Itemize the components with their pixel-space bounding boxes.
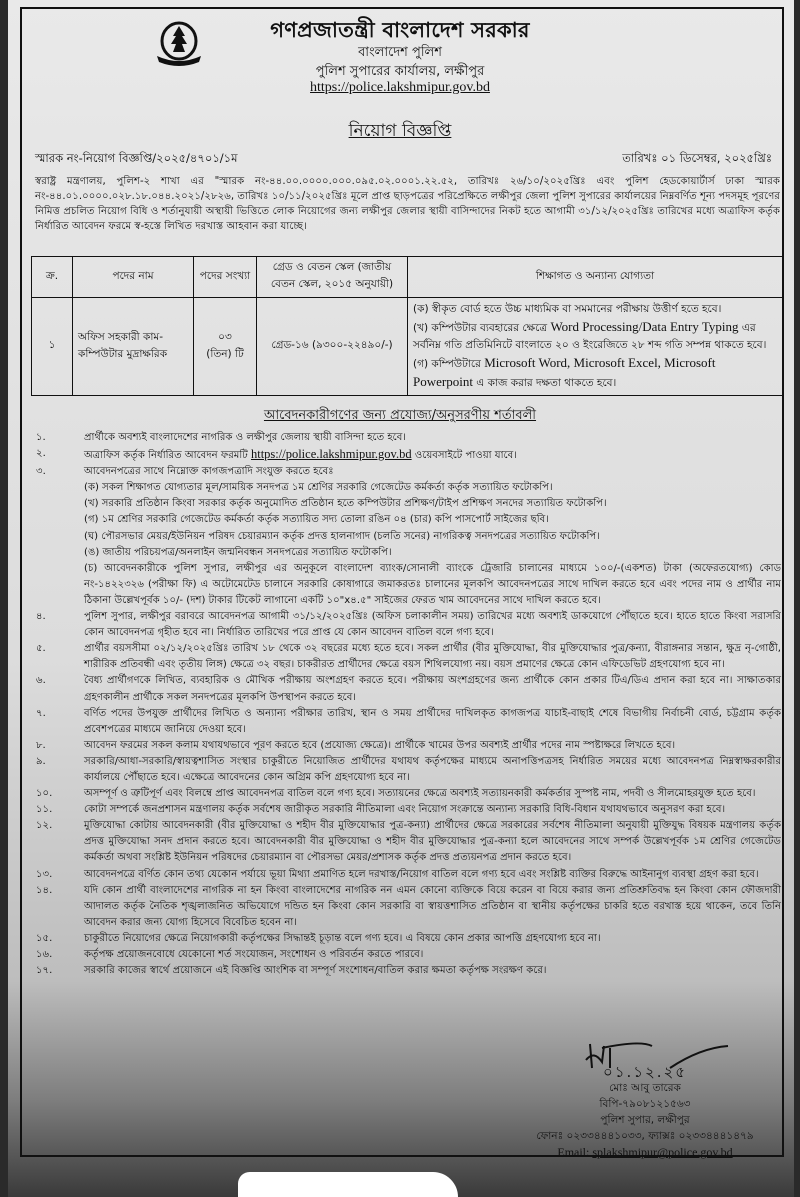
signature-date: ০১.১২.২৫: [603, 1063, 687, 1081]
application-form-link[interactable]: https://police.lakshmipur.gov.bd: [250, 447, 412, 462]
office-name: পুলিশ সুপারের কার্যালয়, লক্ষীপুর: [315, 64, 485, 79]
condition-text: মুক্তিযোদ্ধা কোটায় আবেদনকারী (বীর মুক্তিযোদ্ধা ও শহীদ বীর মুক্তিযোদ্ধার পুত্র-কন্যা) প্রার্থীদের ক্ষেত্রে সরকারের সর্বশেষ নীতিমালা অনুযায়ী মুক্তিযুদ্ধ বিষয়ক মন্ত্রণালয় কর্তৃক প্রদত্ত মুক্তিযোদ্ধা সনদ প্রদান করতে হবে। আবেদনকারী বীর মুক্তিযোদ্ধা ও শহীদ বীর মুক্তিযোদ্ধার পুত্র-কন্যা হলে আবেদনের সাথে সম্পর্ক উল্লেখপূর্বক ১ম শ্রেণির গেজেটেড কর্মকর্তা অথবা সংশ্লিষ্ট ইউনিয়ন পরিষদের চেয়ারম্যান বা পৌরসভা মেয়র/প্রশাসক কর্তৃক প্রদত্ত প্রত্যয়নপত্র প্রদান করতে হবে।: [84, 820, 781, 864]
condition-item: [36, 706, 781, 738]
condition-text: [84, 446, 781, 464]
condition-number: ৩.: [36, 466, 46, 478]
conditions-list: [36, 430, 781, 979]
header-post-count: পদের সংখ্যা: [194, 257, 257, 298]
condition-text: অসম্পূর্ণ ও ত্রুটিপূর্ণ এবং বিলম্বে প্রাপ্ত আবেদনপত্র বাতিল বলে গণ্য হবে। সত্যায়নের ক্ষেত্রে অবশ্যই সত্যায়নকারী কর্মকর্তার সুস্পষ্ট নাম, পদবী ও সীলমোহরযুক্ত হতে হবে।: [84, 788, 756, 800]
condition-item: [36, 738, 781, 754]
condition-number: ৫.: [36, 643, 46, 655]
government-heading: গণপ্রজাতন্ত্রী বাংলাদেশ সরকার: [270, 18, 530, 42]
condition-item: [36, 754, 781, 786]
condition-text: কোটা সম্পর্কে জনপ্রশাসন মন্ত্রণালয় কর্তৃক সর্বশেষ জারীকৃত সরকারি নীতিমালা এবং নিয়োগ সংক্রান্তে অন্যান্য সরকারি বিধি-বিধান যথাযথভাবে অনুসরণ করা হবে।: [84, 804, 726, 816]
document-requirement: (খ) সরকারি প্রতিষ্ঠান কিংবা সরকার কর্তৃক অনুমোদিত প্রতিষ্ঠান হতে কম্পিউটার প্রশিক্ষণ/টাইপ প্রশিক্ষণ সনদের সত্যায়িত ফটোকপি।: [84, 498, 607, 510]
condition-number: ১২.: [36, 820, 53, 832]
cell-qualifications: [408, 298, 783, 396]
condition-text: সরকারি/আধা-সরকারি/স্বায়ত্বশাসিত সংস্থার চাকুরীতে নিয়োজিত প্রার্থীদের যথাযথ কর্তৃপক্ষের মাধ্যমে অনাপত্তিপত্রসহ নির্ধারিত সময়ের মধ্যে আবেদনপত্র নিম্নস্বাক্ষরকারীর কার্যালয়ে পৌঁছাতে হবে। এক্ষেত্রে আবেদনের কোন অগ্রিম কপি গ্রহণযোগ্য হবে না।: [84, 755, 781, 783]
condition-text: সরকারি কাজের স্বার্থে প্রয়োজনে এই বিজ্ঞপ্তি আংশিক বা সম্পূর্ণ সংশোধন/বাতিল করার ক্ষমতা কর্তৃপক্ষ সংরক্ষণ করে।: [84, 965, 547, 977]
condition-text: আবেদন ফরমের সকল কলাম যথাযথভাবে পূরণ করতে হবে (প্রযোজ্য ক্ষেত্রে)। প্রার্থীকে খামের উপর অবশ্যই প্রার্থীর পদের নাম স্পষ্টাক্ষরে লিখতে হবে।: [84, 739, 676, 751]
condition-text-before: অত্রাফিস কর্তৃক নির্ধারিত আবেদন ফরমটি: [84, 450, 248, 462]
email-link[interactable]: splakshmipur@police.gov.bd: [592, 1145, 733, 1159]
header-qualifications: শিক্ষাগত ও অন্যান্য যোগ্যতা: [408, 257, 783, 298]
document-requirement: (ঘ) পৌরসভার মেয়র/ইউনিয়ন পরিষদ চেয়ারম্যান কর্তৃক প্রদত্ত হালনাগাদ (চলতি সনের) নাগরিকত্ব সনদপত্রের সত্যায়িত ফটোকপি।: [84, 530, 600, 542]
contact-email: [520, 1144, 770, 1160]
condition-text: প্রার্থীর বয়সসীমা ০২/১২/২০২৫খ্রিঃ তারিখ ১৮ থেকে ৩২ বছরের মধ্যে হতে হবে। সকল প্রার্থীর (বীর মুক্তিযোদ্ধা, বীর মুক্তিযোদ্ধার পুত্র/কন্যা, বীরাঙ্গনার সন্তান, ক্ষুদ্র নৃ-গোষ্ঠী, শারীরিক প্রতিবন্ধী এবং তৃতীয় লিঙ্গ) ক্ষেত্রে ৩২ বছর। চাকরীরত প্রার্থীদের ক্ষেত্রে বয়স শিথিলযোগ্য নয়। বয়স প্রমাণের ক্ষেত্রে কোন এফিডেভিট গ্রহণযোগ্য হবে না।: [84, 643, 781, 671]
paper-smudge: [238, 1172, 458, 1197]
condition-item: [36, 641, 781, 673]
website-link[interactable]: https://police.lakshmipur.gov.bd: [310, 80, 490, 95]
qualification-kha-text-2: এর সর্বনিম্ন গতি প্রতিমিনিটে বাংলাতে ২০ ও ইংরেজিতে ২৮ শব্দ গতি সম্পন্ন থাকতে হবে।: [413, 322, 767, 351]
document-requirement: (ঙ) জাতীয় পরিচয়পত্র/অনলাইন জন্মনিবন্ধন সনদপত্রের সত্যায়িত ফটোকপি।: [84, 546, 392, 558]
condition-number: ৯.: [36, 755, 46, 767]
condition-number: ১৬.: [36, 949, 53, 960]
post-count-number: ০৩: [218, 330, 232, 343]
condition-item: [36, 818, 781, 866]
qualification-ga-text-2: এ কাজ করার দক্ষতা থাকতে হবে।: [476, 377, 617, 389]
document-requirement: (ক) সকল শিক্ষাগত যোগ্যতার মূল/সাময়িক সনদপত্র ১ম শ্রেণির সরকারি গেজেটেড কর্মকর্তা কর্তৃক সত্যায়িত ফটোকপি।: [84, 482, 553, 494]
qualification-kha-english: Word Processing/Data Entry Typing: [550, 319, 739, 334]
condition-number: ৪.: [36, 611, 46, 623]
qualification-kha: [413, 318, 777, 354]
conditions-title: আবেদনকারীগণের জন্য প্রযোজ্য/অনুসরণীয় শর্তাবলী: [263, 408, 537, 423]
cell-grade: গ্রেড-১৬ (৯৩০০-২২৪৯০/-): [257, 298, 408, 396]
condition-text: বর্ণিত পদের উপযুক্ত প্রার্থীদের লিখিত ও অন্যান্য পরীক্ষার তারিখ, স্থান ও সময় প্রার্থীদের দাখিলকৃত কাগজপত্র যাচাই-বাছাই শেষে বিভাগীয় নির্বাচনী বোর্ড, চট্টগ্রাম কর্তৃক প্রবেশপত্রের মাধ্যমে জানিয়ে দেওয়া হবে।: [84, 707, 781, 735]
condition-text: আবেদনপত্রে বর্ণিত কোন তথ্য যেকোন পর্যায়ে ভূয়া মিথ্যা প্রমাণিত হলে দরখাস্ত/নিয়োগ বাতিল বলে গণ্য হবে এবং সংশ্লিষ্ট ব্যক্তির বিরুদ্ধে আইনানুগ ব্যবস্থা গ্রহণ করা হবে।: [84, 868, 759, 880]
condition-lead: আবেদনপত্রের সাথে নিম্নোক্ত কাগজপত্রাদি সংযুক্ত করতে হবেঃ: [84, 466, 334, 478]
cell-post-name: অফিস সহকারী কাম-কম্পিউটার মুদ্রাক্ষরিক: [73, 298, 194, 396]
document-requirement: (গ) ১ম শ্রেণির সরকারি গেজেটেড কর্মকর্তা কর্তৃক সত্যায়িত সদ্য তোলা রঙিন ০৪ (চার) কপি পাসপোর্ট সাইজের ছবি।: [84, 514, 549, 526]
document-requirement: (চ) আবেদনকারীকে পুলিশ সুপার, লক্ষীপুর এর অনুকূলে বাংলাদেশ ব্যাংক/সোনালী ব্যাংকে ট্রেজারি চালানের মাধ্যমে ১০০/-(একশত) টাকা (অফেরতযোগ্য) কোড নং-১৪২২৩২৬ (পরীক্ষা ফি) এ অটোমেটেড চালানে সরকারি কোষাগারে জমাকরতঃ চালানের মূলকপি আবেদনপত্রের সাথে দাখিল করতে হবে এবং পদের নাম ও প্রার্থীর নাম ঠিকানা উল্লেখপূর্বক ১০/- (দশ) টাকার টিকেট লাগানো একটি ১০"x৪.৫" সাইজের ফেরত খাম আবেদনের সাথে দাখিল করতে হবে।: [84, 562, 781, 606]
header-post-name: পদের নাম: [73, 257, 194, 298]
header-serial: ক্র.: [32, 257, 73, 298]
condition-item: [36, 609, 781, 641]
condition-item: [36, 931, 781, 947]
condition-number: ১৭.: [36, 965, 53, 977]
condition-number: ১৫.: [36, 932, 53, 944]
email-label: Email:: [557, 1145, 590, 1159]
condition-text: পুলিশ সুপার, লক্ষীপুর বরাবরে আবেদনপত্র আগামী ৩১/১২/২০২৫খ্রিঃ (অফিস চলাকালীন সময়) তারিখের মধ্যে অবশ্যই ডাকযোগে পৌঁছাতে হবে। হাতে হাতে কিংবা সরাসরি কোন আবেদনপত্র গৃহীত হবে না। নির্ধারিত তারিখের পরে প্রাপ্ত যে কোন আবেদন বাতিল বলে গণ্য হবে।: [84, 611, 781, 639]
table-header-row: [32, 257, 783, 298]
condition-text: প্রার্থীকে অবশ্যই বাংলাদেশের নাগরিক ও লক্ষীপুর জেলায় স্থায়ী বাসিন্দা হতে হবে।: [84, 432, 406, 443]
header-grade: গ্রেড ও বেতন স্কেল (জাতীয় বেতন স্কেল, ২০১৫ অনুযায়ী): [257, 257, 408, 298]
signatory-designation: পুলিশ সুপার, লক্ষীপুর: [600, 1114, 690, 1126]
notice-title: নিয়োগ বিজ্ঞপ্তি: [348, 121, 452, 141]
condition-item: [36, 430, 781, 446]
qualification-ga: [413, 354, 777, 392]
condition-text-after: ওয়েবসাইটে পাওয়া যাবে।: [414, 450, 517, 462]
condition-number: ১১.: [36, 804, 53, 816]
condition-text: যদি কোন প্রার্থী বাংলাদেশের নাগরিক না হন কিংবা বাংলাদেশের নাগরিক নন এমন কোনো ব্যক্তিকে বিয়ে করেন বা বিয়ে করার জন্য প্রতিশ্রুতিবদ্ধ হন কিংবা কোন ফৌজদারী আদালত কর্তৃক নৈতিক শৃঙ্খলাজনিত অভিযোগে দন্ডিত হন কিংবা কোন সরকারি বা স্বায়ত্তশাসিত প্রতিষ্ঠান বা স্থানীয় কর্তৃপক্ষের চাকরি হতে বরখাস্ত হয়ে থাকেন, তবে তিনি আবেদন করার জন্য যোগ্য হিসেবে বিবেচিত হবেন না।: [84, 884, 781, 928]
contact-phone-fax: ফোনঃ ০২৩৩৪৪৪১০৩৩, ফ্যাক্সঃ ০২৩৩৪৪৪১৪৭৯: [536, 1130, 754, 1142]
condition-number: ৮.: [36, 739, 46, 751]
notice-date: তারিখঃ ০১ ডিসেম্বর, ২০২৫খ্রিঃ: [622, 151, 772, 165]
condition-item: [36, 464, 781, 609]
department-name: বাংলাদেশ পুলিশ: [358, 45, 442, 60]
condition-number: ১৩.: [36, 868, 53, 880]
condition-item: [36, 947, 781, 963]
memo-number: স্মারক নং-নিয়োগ বিজ্ঞপ্তি/২০২৫/৪৭০১/১ম: [35, 151, 238, 165]
qualification-ga-text: (গ) কম্পিউটারে: [413, 358, 481, 370]
table-row: [32, 298, 783, 396]
posts-table: [31, 256, 783, 396]
condition-number: ৬.: [36, 675, 46, 687]
condition-text: চাকুরীতে নিয়োগের ক্ষেত্রে নিয়োগকারী কর্তৃপক্ষের সিদ্ধান্তই চূড়ান্ত বলে গণ্য হবে। এ বিষয়ে কোন প্রকার আপত্তি গ্রহণযোগ্য হবে না।: [84, 932, 601, 944]
condition-item: [36, 963, 781, 979]
condition-number: ১০.: [36, 788, 53, 800]
condition-item: [36, 867, 781, 883]
cell-serial: ১: [32, 298, 73, 396]
condition-number: ১৪.: [36, 884, 53, 896]
condition-number: ২.: [36, 448, 46, 460]
condition-text: [84, 464, 781, 609]
condition-number: ৭.: [36, 707, 46, 719]
condition-item: [36, 446, 781, 464]
signatory-name: মোঃ আবু তারেক: [609, 1082, 681, 1094]
condition-item: [36, 786, 781, 802]
condition-number: ১.: [36, 432, 46, 443]
cell-post-count: [194, 298, 257, 396]
signatory-bp-number: বিপি-৭৯০৮১২১৫৬৩: [599, 1098, 691, 1110]
condition-text: কর্তৃপক্ষ প্রয়োজনবোধে যেকোনো শর্ত সংযোজন, সংশোধন ও পরিবর্তন করতে পারবে।: [84, 949, 424, 960]
condition-text: বৈধ্য প্রার্থীগণকে লিখিত, ব্যবহারিক ও মৌখিক পরীক্ষায় অংশগ্রহণ করতে হবে। পরীক্ষায় অংশগ্রহণের জন্য প্রার্থীকে কোন প্রকার টিএ/ডিএ প্রদান করা হবে না। সাক্ষাতকার গ্রহণকালীন প্রার্থীকে সকল সনদপত্রের মূলকপি উপস্থাপন করতে হবে।: [84, 675, 781, 703]
qualification-ka: (ক) স্বীকৃত বোর্ড হতে উচ্চ মাধ্যমিক বা সমমানের পরীক্ষায় উত্তীর্ণ হতে হবে।: [413, 303, 722, 315]
qualification-kha-text: (খ) কম্পিউটার ব্যবহারের ক্ষেত্রে: [413, 322, 548, 334]
qualification-ga-english: Microsoft Word, Microsoft Excel, Microsoft Powerpoint: [413, 355, 716, 389]
signature-block: [520, 1050, 770, 1160]
intro-paragraph: স্বরাষ্ট্র মন্ত্রণালয়, পুলিশ-২ শাখা এর "স্মারক নং-৪৪.০০.০০০০.০০০.০৯৫.০২.০০০১.২২.৫২, তারিখঃ ২৬/১০/২০২৫খ্রিঃ এবং পুলিশ হেডকোয়ার্টার্স ঢাকা স্মারক নং-৪৪.০১.০০০০.০২৮.১৮.০৪৪.২০২১/২৮২৬, তারিখঃ ১০/১১/২০২৫খ্রিঃ মূলে প্রাপ্ত ছাড়পত্রের পরিপ্রেক্ষিতে লক্ষীপুর জেলা পুলিশ সুপারের কার্যালয়ের নিম্নবর্ণিত শূন্য পদসমূহ পূরণের নিমিত্ত প্রচলিত নিয়োগ বিধি ও শর্তানুযায়ী অস্থায়ী ভিত্তিতে লোক নিয়োগের জন্য লক্ষীপুর জেলার স্থায়ী বাসিন্দাদের নিকট হতে আগামী ৩১/১২/২০২৫খ্রিঃ তারিখের মধ্যে অত্রাফিস কর্তৃক নির্ধারিত আবেদন ফরমে স্ব-হস্তে লিখিত দরখাস্ত আহবান করা যাচ্ছে।: [35, 176, 780, 232]
condition-item: [36, 883, 781, 931]
condition-item: [36, 802, 781, 818]
post-count-words: (তিন) টি: [206, 347, 244, 360]
condition-item: [36, 673, 781, 705]
